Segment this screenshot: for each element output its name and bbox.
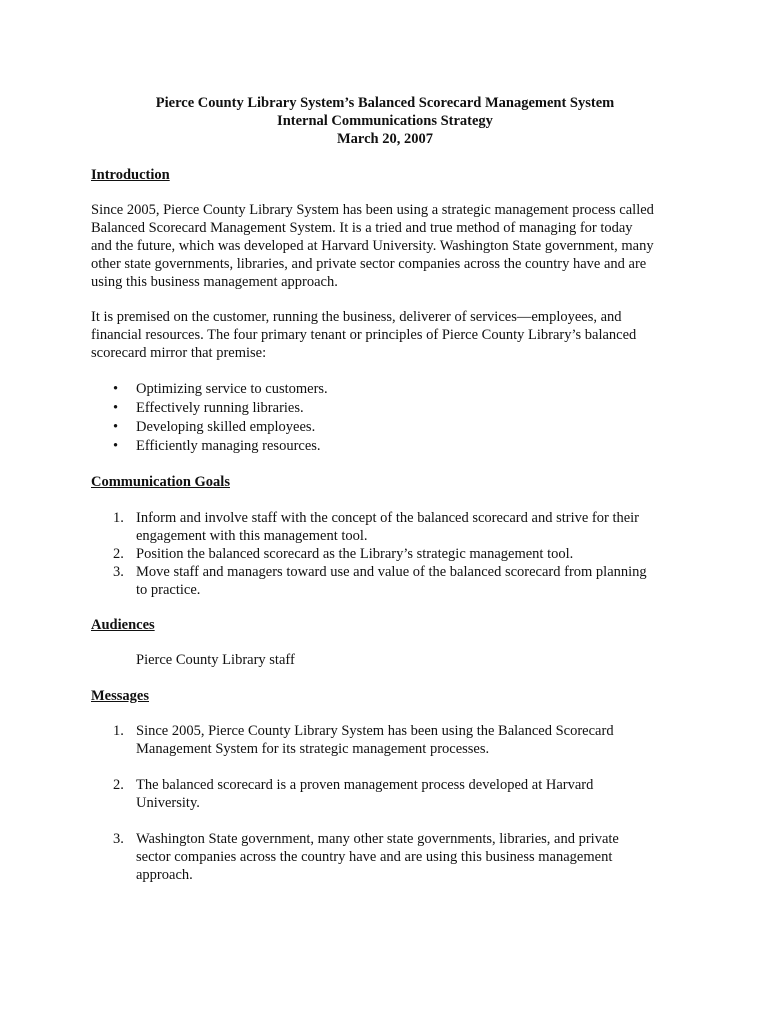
list-item: 3. Washington State government, many other state governments, libraries, and private sector companies across the country have and are using this business management approach. xyxy=(113,831,619,883)
title-line-2: Internal Communications Strategy xyxy=(277,113,493,129)
introduction-paragraph-1 xyxy=(91,201,691,291)
list-item: • Developing skilled employees. xyxy=(113,419,316,435)
goals-section xyxy=(91,473,691,491)
para-line: It is premised on the customer, running the business, deliverer of services—employees, and xyxy=(91,309,622,325)
list-item: 3. Move staff and managers toward use and value of the balanced scorecard from planning to practice. xyxy=(113,564,647,598)
para-line: scorecard mirror that premise: xyxy=(91,345,267,361)
para-line: and the future, which was developed at Harvard University. Washington State government, many xyxy=(91,238,654,254)
bullet-icon: • xyxy=(113,381,119,397)
list-item: 2. Position the balanced scorecard as the Library’s strategic management tool. xyxy=(113,546,574,562)
messages-list-item-2 xyxy=(91,776,691,812)
introduction-heading: Introduction xyxy=(91,167,170,183)
bullet-icon: • xyxy=(113,419,119,435)
para-line: other state governments, libraries, and private sector companies across the country have and are xyxy=(91,256,647,272)
list-item: • Efficiently managing resources. xyxy=(113,438,321,454)
messages-list-item-3 xyxy=(91,830,691,884)
title-line-1: Pierce County Library System’s Balanced Scorecard Management System xyxy=(155,95,615,111)
messages-list xyxy=(91,722,691,758)
bullet-icon: • xyxy=(113,438,119,454)
para-line: Balanced Scorecard Management System. It is a tried and true method of managing for today xyxy=(91,220,633,236)
goals-heading: Communication Goals xyxy=(91,474,230,490)
para-line: using this business management approach. xyxy=(91,274,338,290)
introduction-section xyxy=(91,166,691,184)
list-item: 1. Inform and involve staff with the concept of the balanced scorecard and strive for their engagement with this management tool. xyxy=(113,510,640,544)
principles-list xyxy=(91,380,691,456)
para-line: financial resources. The four primary tenant or principles of Pierce County Library’s balanced xyxy=(91,327,637,343)
document-title xyxy=(0,94,770,148)
list-item: 2. The balanced scorecard is a proven management process developed at Harvard University. xyxy=(113,777,594,811)
list-item: 1. Since 2005, Pierce County Library System has been using the Balanced Scorecard Management System for its strategic management processes. xyxy=(113,723,614,757)
audiences-section xyxy=(91,616,691,634)
para-line: Since 2005, Pierce County Library System has been using a strategic management process called xyxy=(91,202,654,218)
goals-list xyxy=(91,509,691,599)
introduction-paragraph-2 xyxy=(91,308,691,362)
title-date: March 20, 2007 xyxy=(337,131,433,147)
list-item: • Optimizing service to customers. xyxy=(113,381,328,397)
audiences-text: Pierce County Library staff xyxy=(136,652,295,668)
messages-section xyxy=(91,687,691,705)
list-item: • Effectively running libraries. xyxy=(113,400,304,416)
audiences-heading: Audiences xyxy=(91,617,155,633)
bullet-icon: • xyxy=(113,400,119,416)
messages-heading: Messages xyxy=(91,688,149,704)
